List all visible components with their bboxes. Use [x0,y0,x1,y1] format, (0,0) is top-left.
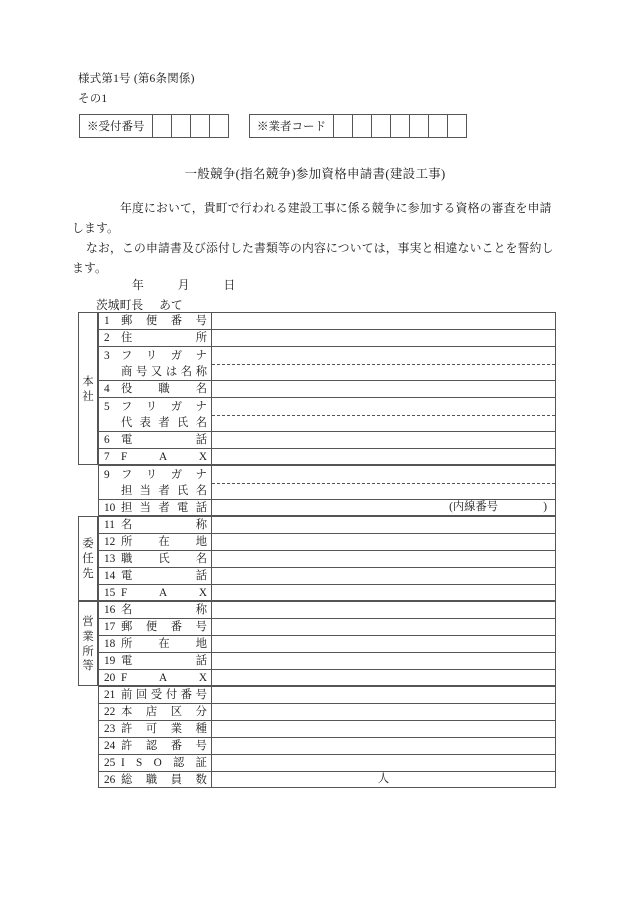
receipt-number-box [79,114,229,138]
row-number: 13 [104,553,116,565]
furigana-divider [212,483,555,484]
form-row [78,720,556,737]
section-label-cell [78,601,98,673]
row-label-text: 郵 便 番 号 [121,315,207,327]
form-row [78,346,556,380]
row-label-text: 郵 便 番 号 [121,621,207,633]
form-number: 様式第1号 (第6条関係) [78,73,195,85]
form-row [78,397,556,431]
furigana-divider [212,364,555,365]
section-label-spacer [78,771,98,788]
section-label: 本 社 [82,375,94,403]
vendor-code-cells [334,115,466,137]
row-number: 2 [104,332,110,344]
row-label-text: 担 当 者 氏 名 [121,484,207,497]
row-number: 19 [104,655,116,667]
row-label-text: 担 当 者 電 話 [121,501,207,514]
form-row [78,329,556,346]
row-number: 20 [104,671,116,684]
row-label-text: 所 在 地 [121,536,207,548]
section-label: 委 任 先 [82,538,94,580]
row-label-cell [98,567,212,584]
row-label-cell [98,397,212,431]
row-label-text: 前 回 受 付 番 号 [121,689,207,701]
form-row [78,567,556,584]
row-label-cell [98,754,212,771]
section-label-spacer [78,686,98,703]
code-cell[interactable] [334,115,353,137]
code-cell[interactable] [191,115,210,137]
section-label: 営 業 所 等 [82,616,94,673]
form-row [78,703,556,720]
date-year-label: 年 [132,278,144,292]
row-value-field[interactable] [212,550,556,567]
row-label-cell [98,618,212,635]
row-value-field[interactable] [212,465,556,499]
row-label-text: フ リ ガ ナ [121,400,207,413]
row-number: 24 [104,740,116,752]
row-label-text: 総 職 員 数 [121,773,207,786]
row-label-text: F A X [121,586,207,599]
row-number: 10 [104,501,116,514]
extension-number-hint: (内線番号 ) [449,501,547,513]
addressee-name: 茨城町長 [96,298,144,312]
row-label-text: 所 在 地 [121,638,207,650]
row-label-cell [98,635,212,652]
receipt-number-label: ※受付番号 [80,115,153,137]
document-title: 一般競争(指名競争)参加資格申請書(建設工事) [184,167,446,181]
form-row [78,431,556,448]
application-paragraph-line1: 年度において，貴町で行われる建設工事に係る競争に参加する資格の審査を申請 [120,201,552,215]
row-number: 18 [104,638,116,650]
row-value-field[interactable] [212,431,556,448]
row-value-field[interactable] [212,703,556,720]
date-line [132,276,235,293]
row-value-field[interactable] [212,584,556,601]
row-number: 11 [104,519,115,531]
row-label-cell [98,329,212,346]
form-row [78,584,556,601]
row-value-field[interactable] [212,312,556,329]
row-number: 16 [104,604,116,616]
section-label-cell [78,312,98,403]
row-label-cell [98,465,212,499]
row-label-text: 名 称 [121,519,207,531]
row-label-text: 電 話 [121,655,207,667]
row-value-field[interactable] [212,737,556,754]
row-value-field[interactable] [212,686,556,703]
form-row [78,754,556,771]
date-day-label: 日 [223,278,236,292]
row-label-cell [98,499,212,516]
row-value-field[interactable] [212,652,556,669]
row-label-cell [98,686,212,703]
row-label-cell [98,652,212,669]
pledge-paragraph-line1: なお，この申請書及び添付した書類等の内容については，事実と相違ないことを誓約し [86,241,554,255]
row-value-field[interactable] [212,346,556,380]
row-label-text: F A X [121,450,207,463]
addressee-line [96,296,183,313]
row-value-field[interactable] [212,771,556,788]
form-row [78,465,556,499]
row-number: 14 [104,570,116,582]
section-label-spacer [78,754,98,771]
row-value-field[interactable] [212,618,556,635]
date-month-label: 月 [177,278,190,292]
form-row [78,652,556,669]
code-cell[interactable] [448,115,466,137]
code-cell[interactable] [391,115,410,137]
row-number: 17 [104,621,116,633]
row-label-text: 許 可 業 種 [121,723,207,735]
form-row [78,533,556,550]
unit-label: 人 [377,773,390,785]
row-label-text: F A X [121,671,207,684]
row-number: 1 [104,315,110,327]
section-label-spacer [78,703,98,720]
row-label-text: 許 認 番 号 [121,740,207,752]
receipt-number-cells [153,115,228,137]
form-sub-number: その1 [78,93,108,105]
row-number: 3 [104,349,110,362]
row-label-text: 電 話 [121,434,207,446]
code-cell[interactable] [372,115,391,137]
row-value-field[interactable] [212,754,556,771]
row-label-cell [98,601,212,618]
row-value-field[interactable] [212,720,556,737]
section-label-spacer [78,465,98,499]
row-label-cell [98,380,212,397]
form-row [78,499,556,516]
row-label-cell [98,669,212,686]
row-value-field[interactable] [212,669,556,686]
row-label-text: 職 氏 名 [121,553,207,565]
code-cell[interactable] [353,115,372,137]
form-row [78,737,556,754]
row-number: 6 [104,434,110,446]
row-label-cell [98,431,212,448]
form-row [78,550,556,567]
row-number: 25 [104,757,116,769]
row-number: 5 [104,400,110,413]
row-value-field[interactable] [212,601,556,618]
section-label-spacer [78,499,98,516]
code-cell[interactable] [153,115,172,137]
row-label-cell [98,720,212,737]
row-label-text: フ リ ガ ナ [121,468,207,481]
form-row [78,448,556,465]
vendor-code-label: ※業者コード [250,115,334,137]
row-label-cell [98,516,212,533]
row-label-text: 本 店 区 分 [121,706,207,718]
row-value-field[interactable] [212,380,556,397]
row-number: 12 [104,536,116,548]
form-row [78,771,556,788]
row-value-field[interactable] [212,397,556,431]
code-cell[interactable] [410,115,429,137]
row-number: 7 [104,450,110,463]
row-number: 21 [104,689,116,701]
application-paragraph-line2: します。 [72,221,120,235]
row-label-cell [98,346,212,380]
row-value-field[interactable] [212,499,556,516]
form-row [78,618,556,635]
code-cell[interactable] [210,115,228,137]
row-number: 23 [104,723,116,735]
pledge-paragraph-line2: ます。 [72,261,108,275]
row-value-field[interactable] [212,448,556,465]
row-label-cell [98,312,212,329]
row-label-cell [98,550,212,567]
row-label-cell [98,533,212,550]
section-label-spacer [78,720,98,737]
row-number: 22 [104,706,116,718]
row-number: 9 [104,468,110,481]
row-label-text: 代 表 者 氏 名 [121,416,207,429]
row-value-field[interactable] [212,516,556,533]
vendor-code-box [249,114,467,138]
row-label-text: 住 所 [121,332,207,344]
row-label-cell [98,448,212,465]
code-cell[interactable] [172,115,191,137]
row-number: 26 [104,773,116,786]
section-label-cell [78,516,98,580]
row-value-field[interactable] [212,533,556,550]
row-label-cell [98,771,212,788]
furigana-divider [212,415,555,416]
application-form-table [78,312,556,788]
form-row [78,686,556,703]
row-label-text: 役 職 名 [121,383,207,395]
row-label-text: I S O 認 証 [121,757,207,769]
row-value-field[interactable] [212,567,556,584]
row-label-cell [98,703,212,720]
row-number: 4 [104,383,110,395]
row-label-cell [98,584,212,601]
addressee-suffix: あて [159,298,183,312]
row-value-field[interactable] [212,635,556,652]
row-label-cell [98,737,212,754]
row-number: 15 [104,586,116,599]
form-row [78,635,556,652]
row-label-text: 商 号 又 は 名 称 [121,365,207,378]
code-cell[interactable] [429,115,448,137]
form-row [78,669,556,686]
row-label-text: 電 話 [121,570,207,582]
row-label-text: フ リ ガ ナ [121,349,207,362]
row-label-text: 名 称 [121,604,207,616]
form-row [78,380,556,397]
row-value-field[interactable] [212,329,556,346]
section-label-spacer [78,737,98,754]
